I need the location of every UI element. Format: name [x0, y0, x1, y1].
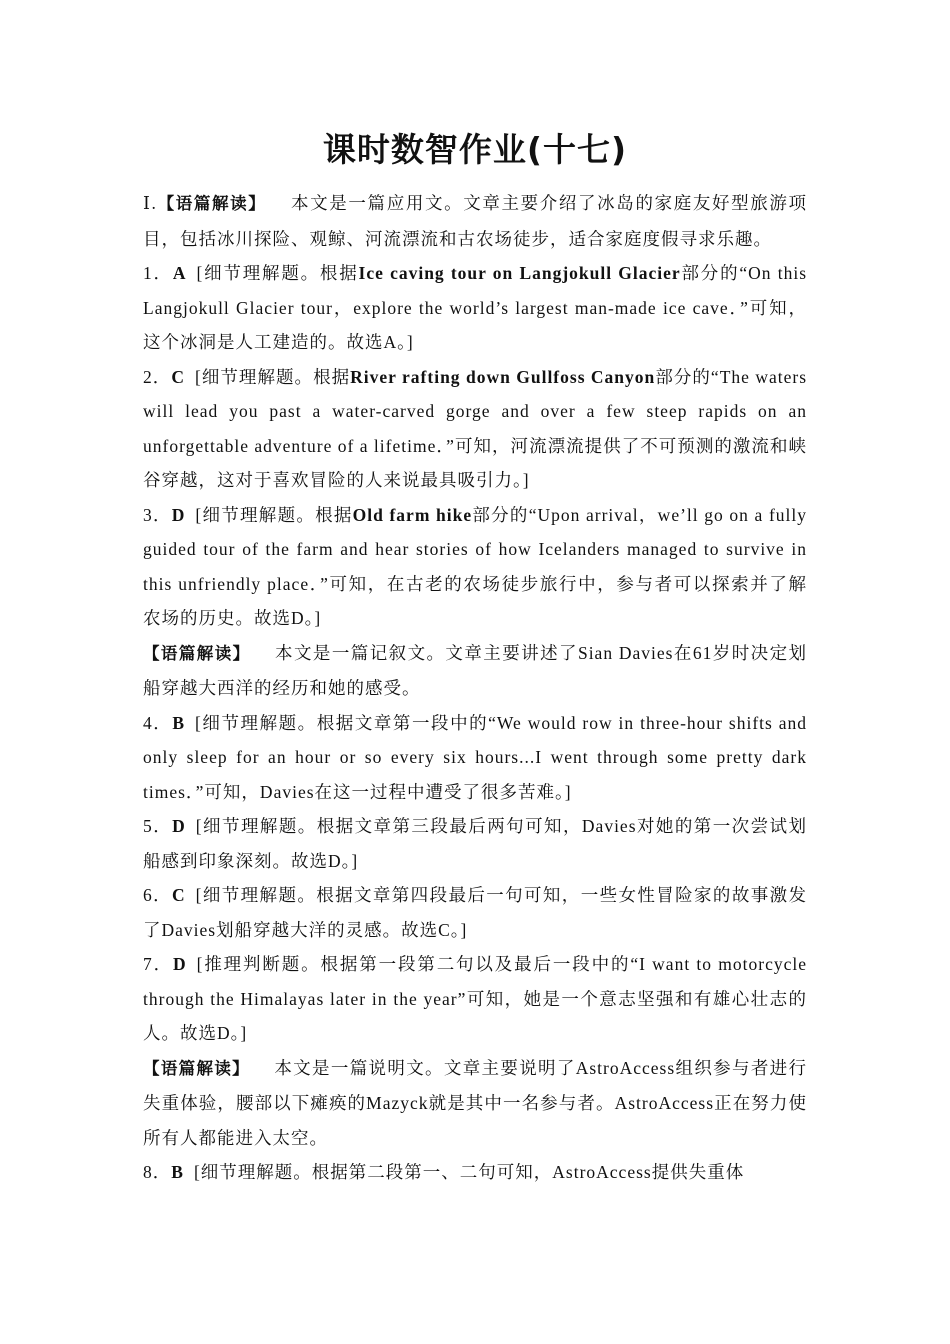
answer-text: [细节理解题。根据第二段第一、二句可知，AstroAccess提供失重体: [193, 1162, 745, 1182]
answer-item: [143, 947, 807, 1051]
answer-text: 部分的“The waters will lead you past a water-carved gorge and over a few steep rapids on an unforgettable adventure of a lifetime．”可知，河流漂流提供了不可预测的激流和峡谷穿越，这对于喜欢冒险的人来说最具吸引力。]: [143, 366, 807, 490]
answer-item: [143, 706, 807, 810]
answer-text: 部分的“Upon arrival，we’ll go on a fully guided tour of the farm and hear stories of how Icelanders managed to survive in this unfriendly place．”可知，在古老的农场徒步旅行中，参与者可以探索并了解农场的历史。故选D。]: [143, 504, 808, 628]
answer-number: 1．: [143, 263, 173, 283]
answer-item: [143, 360, 807, 498]
section-intro-text: 本文是一篇应用文。文章主要介绍了冰岛的家庭友好型旅游项目，包括冰川探险、观鲸、河流漂流和古农场徒步，适合家庭度假寻求乐趣。: [143, 193, 808, 249]
answer-letter: D: [172, 816, 186, 836]
answer-number: 3．: [143, 504, 172, 525]
answer-number: 5．: [143, 816, 173, 836]
answer-number: 2．: [143, 366, 172, 387]
section-intro: [143, 186, 807, 256]
answer-letter: D: [172, 954, 187, 974]
answer-bold-ref: Ice caving tour on Langjokull Glacier: [358, 263, 681, 283]
section-roman: Ⅰ.: [143, 193, 157, 213]
answer-letter: D: [171, 504, 186, 525]
answer-item: [143, 498, 807, 636]
section-head: 【语篇解读】: [143, 643, 251, 663]
answer-item: [143, 809, 807, 878]
answer-number: 4．: [143, 712, 173, 733]
answer-letter: C: [171, 366, 185, 387]
answer-bold-ref: Old farm hike: [352, 504, 473, 525]
section-intro-text: 本文是一篇说明文。文章主要说明了AstroAccess组织参与者进行失重体验，腰部以下瘫痪的Mazyck就是其中一名参与者。AstroAccess正在努力使所有人都能进入太空。: [143, 1057, 807, 1148]
answer-text: [细节理解题。根据文章第一段中的“We would row in three-hour shifts and only sleep for an hour or so every six hours...I went through some pretty dark times．”可知，Davies在这一过程中遭受了很多苦难。]: [143, 712, 808, 802]
answer-number: 7．: [143, 954, 173, 974]
answer-letter: B: [171, 1162, 184, 1182]
answer-text: [细节理解题。根据: [194, 366, 351, 387]
answer-number: 8．: [143, 1162, 172, 1182]
answer-letter: A: [172, 263, 187, 283]
section-intro: [143, 636, 807, 706]
section-head: 【语篇解读】: [156, 194, 267, 213]
answer-text: [细节理解题。根据文章第三段最后两句可知，Davies对她的第一次尝试划船感到印象深刻。故选D。]: [143, 816, 808, 871]
answer-item: [143, 256, 807, 360]
answer-item: [143, 878, 807, 947]
answer-text: [细节理解题。根据: [196, 263, 359, 283]
answer-item: [143, 1155, 807, 1190]
answer-bold-ref: River rafting down Gullfoss Canyon: [350, 366, 656, 387]
answer-text: 部分的“On this Langjokull Glacier tour，explore the world’s largest man-made ice cave．”可知，这个冰洞是人工建造的。故选A。]: [143, 263, 808, 352]
section-head: 【语篇解读】: [143, 1058, 251, 1078]
answer-text: [推理判断题。根据第一段第二句以及最后一段中的“I want to motorcycle through the Himalayas later in the year”可知，她是一个意志坚强和有雄心壮志的人。故选D。]: [143, 954, 807, 1043]
document-page: [143, 120, 807, 1190]
section-intro: [143, 1051, 807, 1156]
answer-text: [细节理解题。根据文章第四段最后一句可知，一些女性冒险家的故事激发了Davies划船穿越大洋的灵感。故选C。]: [143, 885, 807, 940]
answer-number: 6．: [143, 885, 173, 905]
answer-letter: B: [172, 712, 186, 733]
section-intro-text: 本文是一篇记叙文。文章主要讲述了Sian Davies在61岁时决定划船穿越大西洋的经历和她的感受。: [143, 642, 808, 698]
answer-letter: C: [172, 885, 186, 905]
page-title: 课时数智作业(十七): [322, 130, 628, 169]
answer-text: [细节理解题。根据: [195, 504, 353, 525]
